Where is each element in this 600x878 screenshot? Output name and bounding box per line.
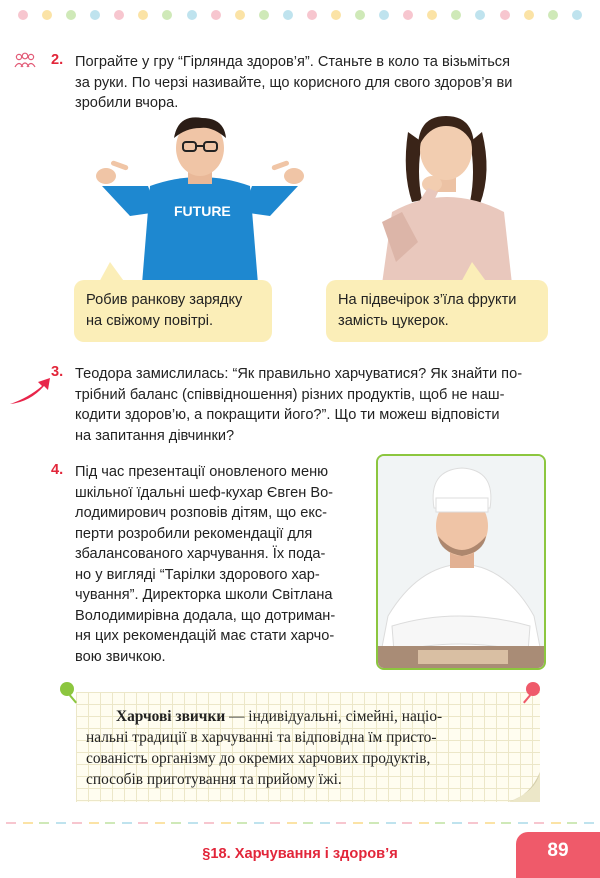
decor-dash <box>204 822 214 824</box>
task-4-number: 4. <box>51 462 64 478</box>
task-4-line: збалансованого харчування. Їх пода- <box>75 546 326 562</box>
decor-dash <box>584 822 594 824</box>
decor-dot <box>138 10 148 20</box>
top-dot-border <box>0 10 600 22</box>
decor-dash <box>188 822 198 824</box>
decor-dot <box>259 10 269 20</box>
decor-dash <box>501 822 511 824</box>
green-pin-icon <box>60 682 74 696</box>
boy-photo <box>90 116 310 284</box>
decor-dot <box>427 10 437 20</box>
decor-dot <box>500 10 510 20</box>
definition-line: сованість організму до окремих харчових продуктів, <box>86 750 431 767</box>
decor-dash <box>105 822 115 824</box>
red-pin-icon <box>526 682 540 696</box>
task-4-line: Під час презентації оновленого меню <box>75 464 329 480</box>
decor-dash <box>435 822 445 824</box>
decor-dash <box>39 822 49 824</box>
task-4-line: вою звичкою. <box>75 648 166 665</box>
decor-dot <box>379 10 389 20</box>
decor-dash <box>287 822 297 824</box>
decor-dot <box>114 10 124 20</box>
decor-dash <box>303 822 313 824</box>
task-3-number: 3. <box>51 364 64 380</box>
decor-dash <box>237 822 247 824</box>
chef-photo <box>376 454 546 670</box>
task-4-line: ня цих рекомендацій має стати харчо- <box>75 628 335 644</box>
decor-dash <box>518 822 528 824</box>
decor-dot <box>548 10 558 20</box>
speech-bubble-boy <box>74 280 272 342</box>
decor-dash <box>23 822 33 824</box>
task-4-line: но у вигляді “Тарілки здорового хар- <box>75 566 320 583</box>
decor-dash <box>551 822 561 824</box>
decor-dash <box>56 822 66 824</box>
decor-dash <box>171 822 181 824</box>
task-3-text <box>75 364 555 446</box>
decor-dot <box>403 10 413 20</box>
chapter-title: §18. Харчування і здоров’я <box>202 846 398 862</box>
decor-dash <box>452 822 462 824</box>
decor-dash <box>336 822 346 824</box>
page-number: 89 <box>516 832 600 878</box>
decor-dash <box>468 822 478 824</box>
decor-dot <box>307 10 317 20</box>
task-3-line: Теодора замислилась: “Як правильно харчуватися? Як знайти по- <box>75 366 523 382</box>
page-curl <box>508 772 540 802</box>
swoosh-arrow-icon <box>8 376 52 406</box>
girl-photo <box>372 112 522 284</box>
bubble-line: замість цукерок. <box>338 313 449 329</box>
decor-dot <box>355 10 365 20</box>
decor-dash <box>485 822 495 824</box>
bottom-dash-border <box>0 822 600 826</box>
decor-dot <box>572 10 582 20</box>
speech-bubble-girl <box>326 280 548 342</box>
bubble-line: Робив ранкову зарядку <box>86 292 243 308</box>
decor-dash <box>221 822 231 824</box>
task-2-line: за руки. По черзі називайте, що корисного для свого здоров’я ви <box>75 74 513 91</box>
task-2-line: зробили вчора. <box>75 95 179 111</box>
decor-dash <box>567 822 577 824</box>
decor-dot <box>42 10 52 20</box>
definition-line: нальні традиції в харчуванні та відповідна їм присто- <box>86 729 437 746</box>
bubble-line: На підвечірок з’їла фрукти <box>338 292 517 308</box>
task-4-line: чування”. Директорка школи Світлана <box>75 587 333 603</box>
decor-dot <box>331 10 341 20</box>
decor-dash <box>419 822 429 824</box>
decor-dash <box>89 822 99 824</box>
task-4-text <box>75 462 360 667</box>
decor-dash <box>155 822 165 824</box>
definition-line: — індивідуальні, сімейні, націо- <box>229 708 443 725</box>
decor-dot <box>235 10 245 20</box>
decor-dash <box>320 822 330 824</box>
decor-dash <box>6 822 16 824</box>
bubble-line: на свіжому повітрі. <box>86 313 214 329</box>
decor-dash <box>534 822 544 824</box>
decor-dash <box>122 822 132 824</box>
decor-dash <box>254 822 264 824</box>
decor-dash <box>138 822 148 824</box>
definition-line: способів приготування та прийому їжі. <box>86 771 342 788</box>
task-4-line: перти розробили рекомендації для <box>75 525 313 542</box>
decor-dot <box>90 10 100 20</box>
task-4-line: шкільної їдальні шеф-кухар Євген Во- <box>75 484 334 501</box>
decor-dot <box>18 10 28 20</box>
task-4-line: лодимирович розповів дітям, що екс- <box>75 505 328 521</box>
decor-dash <box>270 822 280 824</box>
group-work-icon <box>14 52 36 68</box>
task-3-line: на запитання дівчинки? <box>75 427 235 444</box>
definition-text <box>86 706 510 790</box>
decor-dash <box>402 822 412 824</box>
decor-dot <box>162 10 172 20</box>
decor-dash <box>353 822 363 824</box>
decor-dot <box>66 10 76 20</box>
decor-dash <box>386 822 396 824</box>
decor-dot <box>187 10 197 20</box>
task-4-line: Володимирівна додала, що дотриман- <box>75 607 336 624</box>
task-2-text <box>75 52 565 114</box>
decor-dot <box>524 10 534 20</box>
task-2-number: 2. <box>51 52 64 68</box>
task-3-line: трібний баланс (співвідношення) різних продуктів, щоб не наш- <box>75 386 505 403</box>
decor-dot <box>211 10 221 20</box>
decor-dot <box>475 10 485 20</box>
boy-shirt-text: FUTURE <box>174 203 231 219</box>
definition-term: Харчові звички <box>116 708 226 725</box>
task-2-line: Пограйте у гру “Гірлянда здоров’я”. Станьте в коло та візьміться <box>75 54 511 70</box>
task-3-line: кодити здоров’ю, а покращити його?”. Що ти можеш відповісти <box>75 407 500 423</box>
decor-dot <box>283 10 293 20</box>
decor-dash <box>72 822 82 824</box>
decor-dash <box>369 822 379 824</box>
decor-dot <box>451 10 461 20</box>
